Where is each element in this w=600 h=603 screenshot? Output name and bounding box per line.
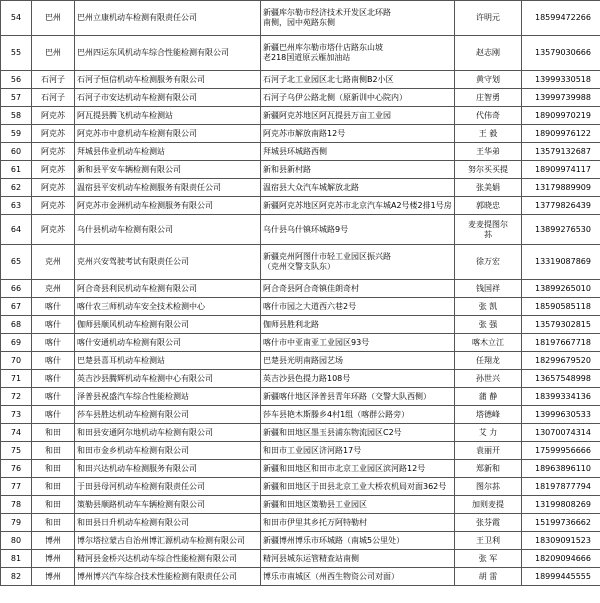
row-number: 71 <box>1 370 32 388</box>
table-row <box>1 460 600 478</box>
region-cell: 巴州 <box>32 1 75 36</box>
contact-person-cell: 蒲 静 <box>455 388 522 406</box>
address-cell: 石河子北工业园区北七路南侧B2小区 <box>261 71 455 89</box>
contact-person-cell: 塔德峰 <box>455 406 522 424</box>
address-cell: 拜城县环城路西侧 <box>261 143 455 161</box>
address-cell: 和田市伊里其乡托万阿特勒村 <box>261 514 455 532</box>
address-cell: 新疆阿克苏地区阿瓦提县万亩工业园 <box>261 107 455 125</box>
address-cell: 新疆和田地区于田县北京工业大桥农机局对面362号 <box>261 478 455 496</box>
phone-cell: 18909974117 <box>522 161 600 179</box>
phone-cell: 13999739988 <box>522 89 600 107</box>
company-name-cell: 克州兴安驾驶考试有限责任公司 <box>75 245 261 280</box>
region-cell: 阿克苏 <box>32 161 75 179</box>
phone-cell: 13899276530 <box>522 215 600 245</box>
contact-person-cell: 张 强 <box>455 316 522 334</box>
company-name-cell: 和田县日升机动车检测有限公司 <box>75 514 261 532</box>
row-number: 64 <box>1 215 32 245</box>
contact-person-cell: 黄守划 <box>455 71 522 89</box>
phone-cell: 18909970219 <box>522 107 600 125</box>
company-name-cell: 阿克苏市金洲机动车检测服务有限公司 <box>75 197 261 215</box>
address-cell: 新疆阿克苏地区阿克苏市北京汽车城A2号楼2排1号房 <box>261 197 455 215</box>
row-number: 79 <box>1 514 32 532</box>
row-number: 73 <box>1 406 32 424</box>
address-cell: 巴楚县光明南路园艺场 <box>261 352 455 370</box>
address-cell: 石河子乌伊公路北侧（原新训中心院内） <box>261 89 455 107</box>
table-row <box>1 89 600 107</box>
row-number: 62 <box>1 179 32 197</box>
contact-person-cell: 孙世兴 <box>455 370 522 388</box>
address-cell: 阿合奇县阿合奇镇佳朗奇村 <box>261 280 455 298</box>
contact-person-cell: 郑新和 <box>455 460 522 478</box>
region-cell: 阿克苏 <box>32 107 75 125</box>
table-row <box>1 334 600 352</box>
table-row <box>1 388 600 406</box>
table-row <box>1 442 600 460</box>
contact-person-cell: 张芬霞 <box>455 514 522 532</box>
contact-person-cell: 艾 力 <box>455 424 522 442</box>
address-cell: 新疆和田地区策勒县工业园区 <box>261 496 455 514</box>
address-cell: 新疆巴州库尔勒市塔什店路东山坡 老218国道原云雁加油站 <box>261 36 455 71</box>
address-cell: 阿克苏市解放南路12号 <box>261 125 455 143</box>
region-cell: 克州 <box>32 280 75 298</box>
address-cell: 新疆和田地区和田市北京工业园区滨河路12号 <box>261 460 455 478</box>
company-name-cell: 和田县安通阿尔地机动车检测有限公司 <box>75 424 261 442</box>
address-cell: 新疆喀什地区泽普县青年环路（交警大队西侧） <box>261 388 455 406</box>
row-number: 70 <box>1 352 32 370</box>
region-cell: 喀什 <box>32 316 75 334</box>
region-cell: 石河子 <box>32 89 75 107</box>
row-number: 68 <box>1 316 32 334</box>
phone-cell: 13319087869 <box>522 245 600 280</box>
company-name-cell: 巴州立康机动车检测有限责任公司 <box>75 1 261 36</box>
contact-person-cell: 王卫利 <box>455 532 522 550</box>
region-cell: 喀什 <box>32 388 75 406</box>
address-cell: 新和县新村路 <box>261 161 455 179</box>
address-cell: 英吉沙县色提力路108号 <box>261 370 455 388</box>
company-name-cell: 温宿县平安机动车检测服务有限责任公司 <box>75 179 261 197</box>
company-name-cell: 喀什安通机动车检测有限公司 <box>75 334 261 352</box>
table-row <box>1 179 600 197</box>
phone-cell: 13579302815 <box>522 316 600 334</box>
table-row <box>1 496 600 514</box>
row-number: 78 <box>1 496 32 514</box>
region-cell: 喀什 <box>32 370 75 388</box>
row-number: 58 <box>1 107 32 125</box>
contact-person-cell: 努尔买买提 <box>455 161 522 179</box>
address-cell: 新疆和田地区墨玉县浦东物流园区C2号 <box>261 424 455 442</box>
row-number: 65 <box>1 245 32 280</box>
phone-cell: 18197877794 <box>522 478 600 496</box>
row-number: 77 <box>1 478 32 496</box>
company-name-cell: 巴州四运东风机动车综合性能检测有限公司 <box>75 36 261 71</box>
row-number: 69 <box>1 334 32 352</box>
contact-person-cell: 张 军 <box>455 550 522 568</box>
company-name-cell: 石河子恒信机动车检测服务有限公司 <box>75 71 261 89</box>
contact-person-cell: 许明元 <box>455 1 522 36</box>
region-cell: 和田 <box>32 496 75 514</box>
region-cell: 喀什 <box>32 298 75 316</box>
row-number: 74 <box>1 424 32 442</box>
table-row <box>1 532 600 550</box>
address-cell: 伽师县胜利北路 <box>261 316 455 334</box>
table-row <box>1 514 600 532</box>
address-cell: 喀什市中亚南亚工业园区93号 <box>261 334 455 352</box>
region-cell: 巴州 <box>32 36 75 71</box>
row-number: 55 <box>1 36 32 71</box>
row-number: 60 <box>1 143 32 161</box>
address-cell: 莎车县艳木斯滕乡4村1组（喀群公路旁） <box>261 406 455 424</box>
company-name-cell: 喀什农三师机动车安全技术检测中心 <box>75 298 261 316</box>
company-name-cell: 博州博兴汽车综合技术性能检测有限责任公司 <box>75 568 261 586</box>
company-name-cell: 和田兴达机动车检测服务有限公司 <box>75 460 261 478</box>
row-number: 75 <box>1 442 32 460</box>
phone-cell: 13579132687 <box>522 143 600 161</box>
contact-person-cell: 加则麦提 <box>455 496 522 514</box>
table-row <box>1 245 600 280</box>
row-number: 57 <box>1 89 32 107</box>
row-number: 59 <box>1 125 32 143</box>
region-cell: 喀什 <box>32 406 75 424</box>
table-row <box>1 352 600 370</box>
row-number: 67 <box>1 298 32 316</box>
region-cell: 和田 <box>32 460 75 478</box>
table-row <box>1 478 600 496</box>
phone-cell: 18590585118 <box>522 298 600 316</box>
address-cell: 新疆克州阿图什市轻工业园区振兴路 （克州交警支队东） <box>261 245 455 280</box>
region-cell: 阿克苏 <box>32 197 75 215</box>
table-row <box>1 424 600 442</box>
company-name-cell: 泽普县祝盛汽车综合性能检测站 <box>75 388 261 406</box>
phone-cell: 18309091523 <box>522 532 600 550</box>
contact-person-cell: 张 凯 <box>455 298 522 316</box>
phone-cell: 18399334136 <box>522 388 600 406</box>
phone-cell: 13179889909 <box>522 179 600 197</box>
contact-person-cell: 喀木立江 <box>455 334 522 352</box>
company-name-cell: 精河县金桥兴达机动车综合性能检测有限公司 <box>75 550 261 568</box>
table-row <box>1 568 600 586</box>
contact-person-cell: 任翔龙 <box>455 352 522 370</box>
company-name-cell: 博尔塔拉蒙古自治州博汇源机动车检测有限公司 <box>75 532 261 550</box>
region-cell: 喀什 <box>32 334 75 352</box>
row-number: 63 <box>1 197 32 215</box>
contact-person-cell: 赵志刚 <box>455 36 522 71</box>
phone-cell: 18963896110 <box>522 460 600 478</box>
contact-person-cell: 代伟奇 <box>455 107 522 125</box>
phone-cell: 15199736662 <box>522 514 600 532</box>
company-name-cell: 新和县平安车辆检测有限公司 <box>75 161 261 179</box>
company-name-cell: 石河子市安达机动车检测有限公司 <box>75 89 261 107</box>
row-number: 56 <box>1 71 32 89</box>
region-cell: 和田 <box>32 514 75 532</box>
phone-cell: 18197667718 <box>522 334 600 352</box>
row-number: 81 <box>1 550 32 568</box>
region-cell: 阿克苏 <box>32 125 75 143</box>
company-name-cell: 拜城县伟业机动车检测站 <box>75 143 261 161</box>
contact-person-cell: 胡 雷 <box>455 568 522 586</box>
company-name-cell: 和田市金乡机动车检测有限公司 <box>75 442 261 460</box>
row-number: 76 <box>1 460 32 478</box>
address-cell: 精河县城东运管精查站南侧 <box>261 550 455 568</box>
phone-cell: 18299679520 <box>522 352 600 370</box>
table-row <box>1 125 600 143</box>
table-row <box>1 280 600 298</box>
row-number: 54 <box>1 1 32 36</box>
table-row <box>1 1 600 36</box>
phone-cell: 13657548998 <box>522 370 600 388</box>
address-cell: 博乐市南城区（州西生物资公司对面） <box>261 568 455 586</box>
table-row <box>1 298 600 316</box>
phone-cell: 13579030666 <box>522 36 600 71</box>
region-cell: 克州 <box>32 245 75 280</box>
phone-cell: 13779826439 <box>522 197 600 215</box>
phone-cell: 18999445555 <box>522 568 600 586</box>
table-row <box>1 71 600 89</box>
phone-cell: 18909976122 <box>522 125 600 143</box>
region-cell: 阿克苏 <box>32 143 75 161</box>
table-row <box>1 197 600 215</box>
contact-person-cell: 麦麦提图尔 荪 <box>455 215 522 245</box>
table-row <box>1 161 600 179</box>
table-row <box>1 370 600 388</box>
address-cell: 喀什市园之大道西六巷2号 <box>261 298 455 316</box>
contact-person-cell: 张美娟 <box>455 179 522 197</box>
row-number: 66 <box>1 280 32 298</box>
company-name-cell: 伽师县顺风机动车检测有限公司 <box>75 316 261 334</box>
table-row <box>1 107 600 125</box>
table-row <box>1 406 600 424</box>
region-cell: 和田 <box>32 478 75 496</box>
contact-person-cell: 庄智勇 <box>455 89 522 107</box>
company-name-cell: 阿合奇县利民机动车检测有限公司 <box>75 280 261 298</box>
table-body <box>1 1 600 586</box>
company-name-cell: 巴楚县喜耳机动车检测站 <box>75 352 261 370</box>
region-cell: 喀什 <box>32 352 75 370</box>
address-cell: 乌什县乌什镇环城路9号 <box>261 215 455 245</box>
region-cell: 阿克苏 <box>32 215 75 245</box>
table-row <box>1 550 600 568</box>
table-row <box>1 36 600 71</box>
row-number: 82 <box>1 568 32 586</box>
phone-cell: 13999630533 <box>522 406 600 424</box>
company-name-cell: 阿瓦提县腾飞机动车检测站 <box>75 107 261 125</box>
phone-cell: 13999330518 <box>522 71 600 89</box>
row-number: 80 <box>1 532 32 550</box>
table-row <box>1 215 600 245</box>
row-number: 61 <box>1 161 32 179</box>
row-number: 72 <box>1 388 32 406</box>
phone-cell: 18209094666 <box>522 550 600 568</box>
table-row <box>1 143 600 161</box>
region-cell: 博州 <box>32 568 75 586</box>
phone-cell: 17599956666 <box>522 442 600 460</box>
company-name-cell: 乌什县机动车检测有限公司 <box>75 215 261 245</box>
contact-person-cell: 图尔荪 <box>455 478 522 496</box>
address-cell: 新疆博州博乐市环城路（南城5公里处） <box>261 532 455 550</box>
contact-person-cell: 郭晓忠 <box>455 197 522 215</box>
contact-person-cell: 袁丽开 <box>455 442 522 460</box>
region-cell: 阿克苏 <box>32 179 75 197</box>
company-name-cell: 莎车县胜达机动车检测有限公司 <box>75 406 261 424</box>
address-cell: 新疆库尔勒市经济技术开发区北环路 南侧，园中苑路东侧 <box>261 1 455 36</box>
region-cell: 博州 <box>32 550 75 568</box>
address-cell: 和田市工业园区济河路17号 <box>261 442 455 460</box>
company-name-cell: 策勒县顺路机动车车辆检测有限公司 <box>75 496 261 514</box>
address-cell: 温宿县大众汽车城解放北路 <box>261 179 455 197</box>
region-cell: 石河子 <box>32 71 75 89</box>
region-cell: 和田 <box>32 442 75 460</box>
phone-cell: 13899265010 <box>522 280 600 298</box>
company-name-cell: 于田县母河机动车检测有限责任公司 <box>75 478 261 496</box>
region-cell: 博州 <box>32 532 75 550</box>
company-name-cell: 英吉沙县腾辉机动车检测中心有限公司 <box>75 370 261 388</box>
contact-person-cell: 王 毅 <box>455 125 522 143</box>
contact-person-cell: 钱国祥 <box>455 280 522 298</box>
contact-person-cell: 徐万宏 <box>455 245 522 280</box>
contact-person-cell: 王华弟 <box>455 143 522 161</box>
table-row <box>1 316 600 334</box>
phone-cell: 18599472266 <box>522 1 600 36</box>
company-name-cell: 阿克苏市中意机动车检测有限公司 <box>75 125 261 143</box>
phone-cell: 13199808269 <box>522 496 600 514</box>
region-cell: 和田 <box>32 424 75 442</box>
phone-cell: 13070074314 <box>522 424 600 442</box>
